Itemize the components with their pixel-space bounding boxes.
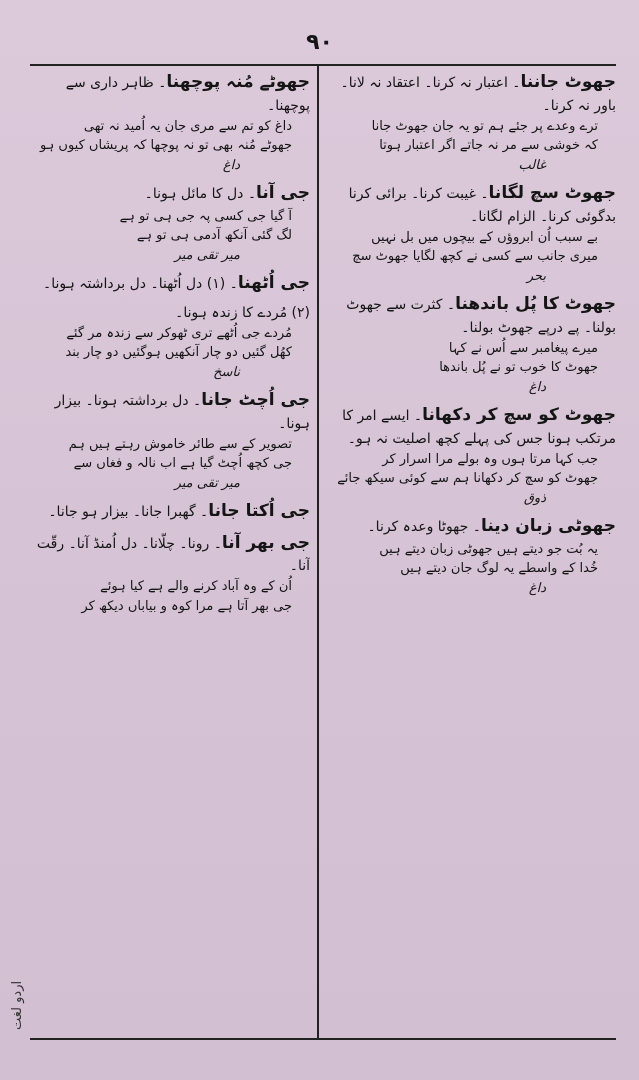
poet-name: داغ (222, 157, 240, 173)
verse-line: کھُل گئیں دو چار آنکھیں ہوگئیں دو چار بند (65, 345, 292, 360)
entry-headword: جھوٹی زبان دینا (480, 516, 616, 536)
entry-headword: جھوٹ کو سچ کر دکھانا (422, 405, 616, 425)
entry-headword: جھوٹ سچ لگانا (488, 183, 616, 203)
verse-line: اُن کے وہ آباد کرنے والے ہے کیا ہوئے (100, 579, 292, 594)
verse-line: مُردے جی اُٹھے تری ٹھوکر سے زندہ مر گئے (66, 325, 292, 341)
left-column (36, 70, 310, 1035)
dictionary-entry (326, 70, 616, 175)
entry-headword: جی اُکتا جانا (208, 501, 310, 521)
right-column (326, 70, 616, 1035)
entry-headword: جی اُچٹ جانا (201, 390, 310, 410)
verse-line: جی بھر آتا ہے مرا کوہ و بیاباں دیکھ کر (81, 598, 292, 614)
dictionary-entry (36, 499, 310, 525)
verse-line: جب کہا مرتا ہوں وہ بولے مرا اسرار کر (382, 451, 598, 467)
poet-name: داغ (528, 379, 546, 395)
entry-headword: جھوٹ کا پُل باندھنا (455, 294, 616, 314)
entry-headword: جھوٹ جاننا (520, 72, 616, 92)
verse-line: لگ گئی آنکھ آدمی ہی تو ہے (136, 228, 292, 243)
bottom-rule (30, 1038, 616, 1040)
poet-name: داغ (528, 580, 546, 596)
poet-name: میر تقی میر (174, 475, 240, 491)
poet-name: ناسخ (213, 364, 240, 380)
margin-handwriting: اردو لغت (10, 980, 25, 1030)
verse-line: خُدا کے واسطے یہ لوگ جان دیتے ہیں (400, 561, 598, 576)
entry-definition: ۔ غیبت کرنا۔ برائی کرنا بدگوئی کرنا۔ الزام لگانا۔ (348, 186, 616, 225)
page-number: ۹۰ (306, 30, 333, 55)
entry-definition: ۔ دل کا مائل ہونا۔ (144, 186, 257, 202)
entry-headword: جی اُٹھنا (237, 273, 310, 293)
poet-name: بحر (526, 268, 546, 284)
dictionary-entry (36, 271, 310, 297)
verse-line: جھوٹ کو سچ کر دکھانا ہم سے کوئی سیکھ جائے (337, 471, 598, 486)
verse-line: کہ خوشی سے مر نہ جاتے اگر اعتبار ہوتا (379, 138, 598, 153)
poet-name: میر تقی میر (174, 247, 240, 263)
dictionary-entry (326, 292, 616, 397)
entry-headword: جھوٹے مُنہ پوچھنا (166, 72, 310, 92)
poet-name: غالب (518, 157, 546, 173)
entry-definition: (۲) مُردے کا زندہ ہونا۔ (175, 304, 310, 321)
verse-line: جھوٹ کا خوب تو نے پُل باندھا (439, 360, 598, 375)
dictionary-entry (326, 403, 616, 508)
entry-definition: ۔ رونا۔ چلّانا۔ دل اُمنڈ آنا۔ رقّت آنا۔ (36, 535, 310, 574)
top-rule (30, 64, 616, 66)
dictionary-entry (326, 181, 616, 286)
verse-line: تصویر کے سے طائر خاموش رہتے ہیں ہم (68, 436, 292, 452)
entry-definition: ۔ جھوٹا وعدہ کرنا۔ (367, 519, 481, 535)
dictionary-entry (36, 70, 310, 175)
verse-line: جھوٹے مُنہ بھی تو نہ پوچھا کہ پریشاں کیوں ہو (39, 138, 292, 153)
verse-line: آ گیا جی کسی پہ جی ہی تو ہے (119, 208, 292, 224)
entry-headword: جی بھر آنا (221, 532, 310, 553)
verse-line: داغ کو تم سے مری جان یہ اُمید نہ تھی (83, 118, 292, 134)
entry-definition: ۔ ایسے امر کا مرتکب ہونا جس کی پہلے کچھ اصلیت نہ ہو۔ (342, 408, 616, 447)
dictionary-entry (36, 388, 310, 493)
entry-definition: ۔ (۱) دل اُٹھنا۔ دل برداشتہ ہونا۔ (43, 276, 238, 292)
dictionary-entry (36, 303, 310, 383)
verse-line: میری جانب سے کسی نے کچھ لگایا جھوٹ سچ (352, 249, 598, 264)
dictionary-entry (36, 531, 310, 617)
dictionary-entry (36, 181, 310, 265)
column-divider (317, 66, 319, 1038)
verse-line: میرے پیغامبر سے اُس نے کہا (448, 340, 598, 356)
verse-line: ترے وعدے پر جئے ہم تو یہ جان جھوٹ جانا (371, 118, 598, 134)
dictionary-entry (326, 514, 616, 598)
entry-definition: ۔ اعتبار نہ کرنا۔ اعتقاد نہ لانا۔ باور نہ کرنا۔ (340, 75, 616, 114)
verse-line: بے سبب اُن ابروؤں کے بیچوں میں بل نہیں (371, 229, 598, 245)
verse-line: جی کچھ اُچٹ گیا ہے اب نالہ و فغاں سے (73, 456, 292, 471)
entry-definition: ۔ گھبرا جانا۔ بیزار ہو جانا۔ (48, 504, 209, 520)
entry-definition: ۔ دل برداشتہ ہونا۔ بیزار ہونا۔ (54, 393, 310, 432)
entry-definition: ۔ کثرت سے جھوٹ بولنا۔ پے درپے جھوٹ بولنا۔ (346, 297, 616, 336)
verse-line: یہ بُت جو دیتے ہیں جھوٹی زبان دیتے ہیں (379, 541, 598, 557)
poet-name: ذوق (523, 490, 546, 506)
entry-headword: جی آنا (256, 183, 310, 203)
entry-definition: ۔ ظاہر داری سے پوچھنا۔ (65, 75, 310, 114)
